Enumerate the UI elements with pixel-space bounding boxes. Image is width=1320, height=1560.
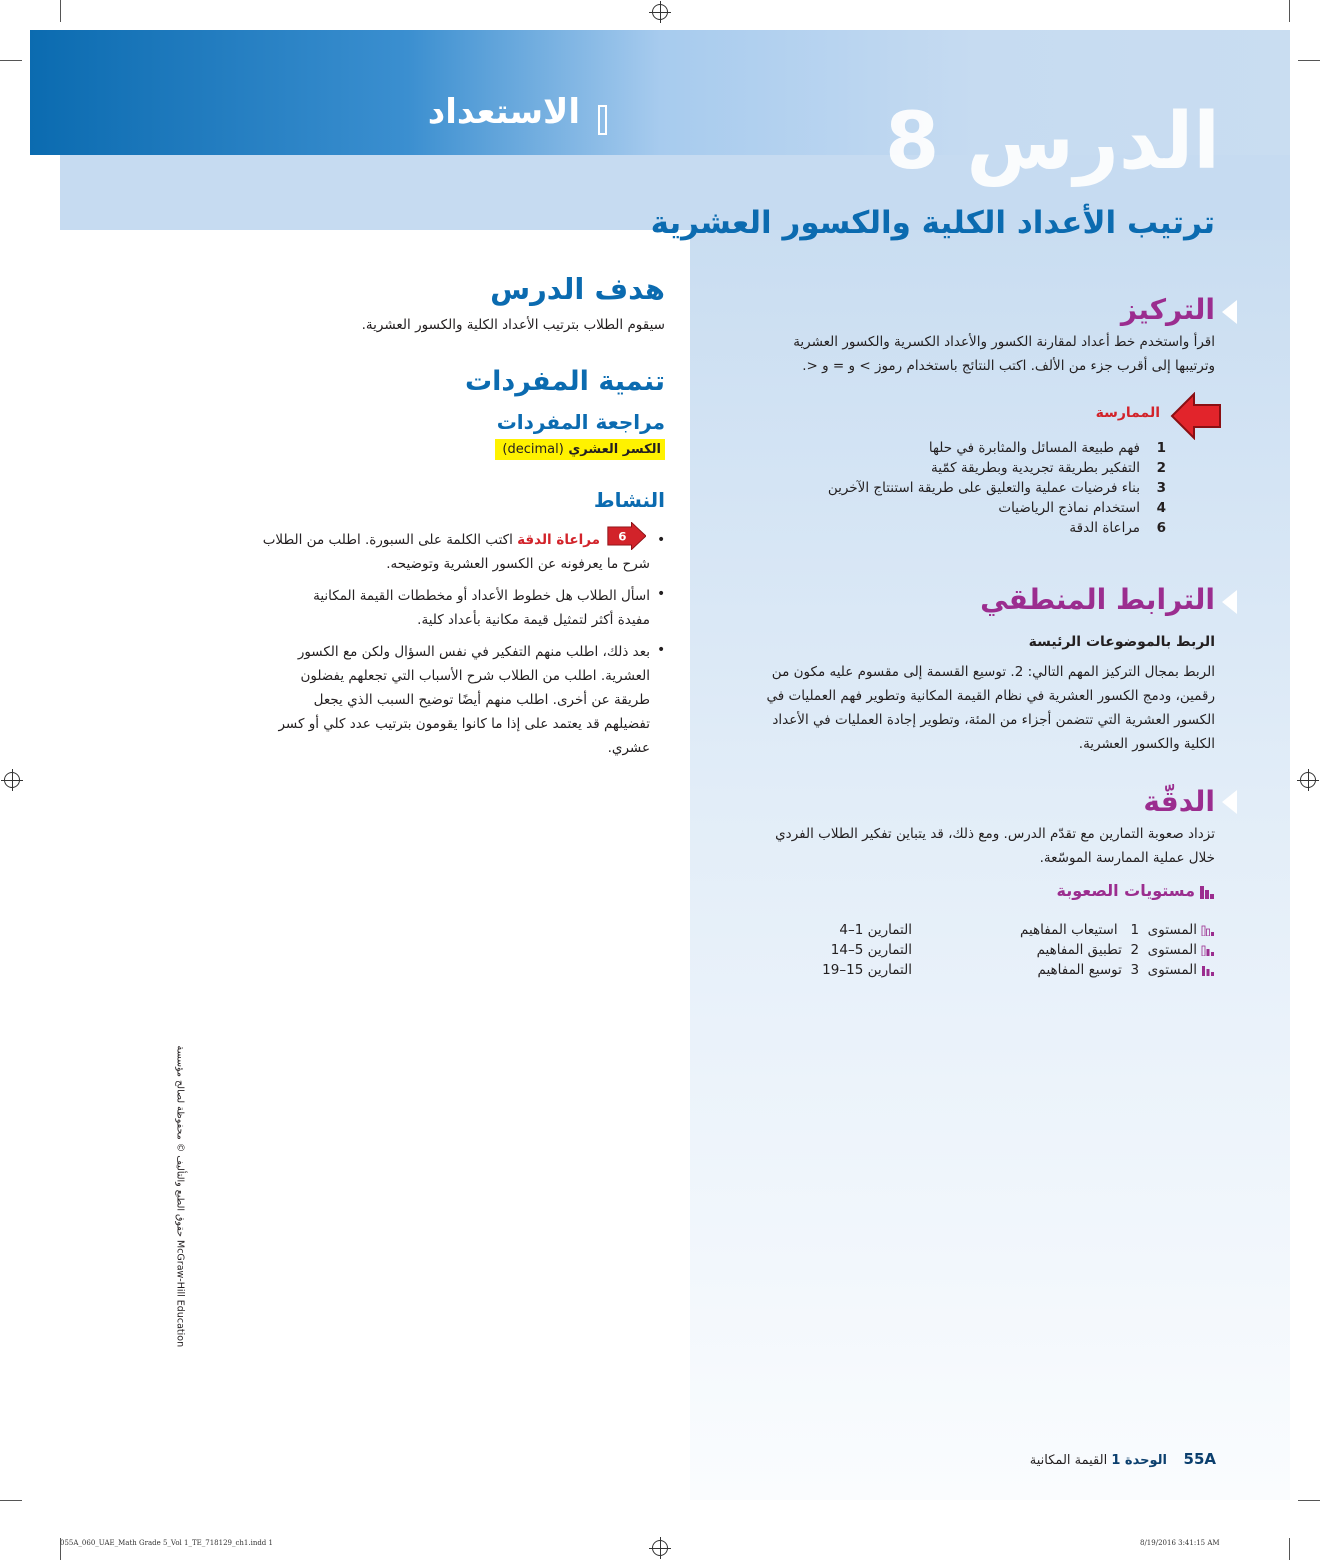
activity-text: طريقة عن أخرى. اطلب منهم أيضًا توضيح السبب الذي يجعل — [313, 692, 650, 708]
title-marker-icon — [598, 105, 607, 135]
copyright-credit: حقوق الطبع والتأليف © محفوظة لصالح مؤسسة McGraw-Hill Education — [174, 1045, 186, 1348]
level-exercises: التمارين 15–19 — [822, 962, 912, 978]
activity-heading: النشاط — [593, 488, 665, 512]
coherence-subheading: الربط بالموضوعات الرئيسة — [1028, 634, 1215, 650]
practice-item — [766, 498, 1166, 518]
practice-item — [766, 438, 1166, 458]
level-number: 2 — [1130, 942, 1140, 958]
practice-text: بناء فرضيات عملية والتعليق على طريقة استنتاج الآخرين — [827, 480, 1140, 496]
coherence-text — [725, 660, 1215, 756]
activity-highlight: مراعاة الدقة — [517, 532, 600, 548]
level-description: تطبيق المفاهيم — [1036, 942, 1122, 958]
print-slug: 055A_060_UAE_Math Grade 5_Vol 1_TE_718129_ch1.indd 1 — [60, 1539, 273, 1547]
practice-item — [766, 478, 1166, 498]
section-triangle-icon — [1222, 790, 1237, 814]
level-row — [960, 960, 1215, 980]
rigor-text — [720, 822, 1215, 870]
practice-number: 2 — [1156, 460, 1166, 476]
level-exercises: التمارين 1–4 — [839, 922, 912, 938]
practice-number: 3 — [1156, 480, 1166, 496]
practice-number: 6 — [1156, 520, 1166, 536]
goal-text: سيقوم الطلاب بترتيب الأعداد الكلية والكسور العشرية. — [361, 317, 665, 333]
practice-item — [766, 458, 1166, 478]
level-number: 3 — [1130, 962, 1140, 978]
levels-heading-text: مستويات الصعوبة — [1056, 881, 1195, 900]
activity-text: العشرية. اطلب من الطلاب شرح الأسباب التي تجعلهم يفضلون — [300, 668, 650, 684]
level-description: توسيع المفاهيم — [1037, 962, 1122, 978]
coherence-line: الكلية والكسور العشرية. — [1078, 736, 1215, 752]
vocab-term — [495, 439, 665, 460]
practice-arrow-icon — [606, 522, 646, 550]
section-triangle-icon — [1222, 590, 1237, 614]
focus-text — [725, 330, 1215, 378]
lesson-title: الدرس 8 — [884, 97, 1220, 187]
activity-text: اسأل الطلاب هل خطوط الأعداد أو مخططات القيمة المكانية — [313, 588, 650, 604]
prep-title: الاستعداد — [427, 92, 580, 132]
rigor-line: تزداد صعوبة التمارين مع تقدّم الدرس. ومع ذلك، قد يتباين تفكير الطلاب الفردي — [775, 826, 1215, 842]
activity-text: اكتب الكلمة على السبورة. اطلب من الطلاب — [262, 532, 513, 548]
coherence-line: الكسور العشرية التي تتضمن أجزاء من المئة، وتطوير إجادة العمليات في الأعداد — [772, 712, 1215, 728]
section-triangle-icon — [1222, 300, 1237, 324]
page-footer — [1000, 1450, 1216, 1468]
practice-text: التفكير بطريقة تجريدية وبطريقة كمّية — [931, 460, 1140, 476]
bullet-icon: • — [657, 586, 666, 602]
practice-text: استخدام نماذج الرياضيات — [998, 500, 1140, 516]
crop-mark — [1289, 0, 1290, 22]
registration-mark-icon — [652, 4, 668, 20]
level-number: 1 — [1130, 922, 1140, 938]
crop-mark — [60, 0, 61, 22]
vocab-term-english: (decimal) — [502, 442, 564, 457]
rigor-heading: الدقّة — [1143, 785, 1215, 818]
vocab-heading: تنمية المفردات — [464, 366, 665, 397]
practice-tag-number: 6 — [618, 529, 627, 544]
activity-text: شرح ما يعرفونه عن الكسور العشرية وتوضيحه. — [386, 556, 650, 572]
crop-mark — [1298, 60, 1320, 61]
level-exercises: التمارين 5–14 — [830, 942, 912, 958]
bullet-icon: • — [657, 532, 666, 548]
goal-heading: هدف الدرس — [490, 272, 665, 306]
level-2-icon — [1201, 945, 1215, 956]
coherence-line: رقمين، ودمج الكسور العشرية في نظام القيمة المكانية وتطوير فهم العمليات في — [766, 688, 1215, 704]
crop-mark — [1289, 1538, 1290, 1560]
coherence-heading: الترابط المنطقي — [980, 583, 1215, 616]
practice-number: 4 — [1156, 500, 1166, 516]
vocab-term-arabic: الكسر العشري — [568, 442, 661, 457]
print-timestamp: 8/19/2016 3:41:15 AM — [1140, 1539, 1220, 1547]
coherence-line: الربط بمجال التركيز المهم التالي: 2. توسيع القسمة إلى مقسوم عليه مكون من — [771, 664, 1215, 680]
focus-heading: التركيز — [1120, 293, 1215, 326]
activity-text: بعد ذلك، اطلب منهم التفكير في نفس السؤال ولكن مع الكسور — [297, 644, 650, 660]
registration-mark-icon — [4, 772, 20, 788]
registration-mark-icon — [1300, 772, 1316, 788]
crop-mark — [0, 1500, 22, 1501]
level-1-icon — [1201, 925, 1215, 936]
level-label: المستوى — [1147, 922, 1197, 938]
activity-text: مفيدة أكثر لتمثيل قيمة مكانية بأعداد كلية. — [417, 612, 650, 628]
crop-mark — [0, 60, 22, 61]
left-column-notch — [664, 268, 690, 320]
level-description: استيعاب المفاهيم — [1019, 922, 1118, 938]
practice-number: 1 — [1156, 440, 1166, 456]
practice-item — [766, 518, 1166, 538]
vocab-subheading: مراجعة المفردات — [496, 410, 665, 434]
page-number: 55A — [1183, 1450, 1216, 1468]
footer-unit: الوحدة 1 — [1111, 1453, 1167, 1468]
practice-text: مراعاة الدقة — [1069, 520, 1140, 536]
level-3-icon — [1201, 965, 1215, 976]
practice-text: فهم طبيعة المسائل والمثابرة في حلها — [928, 440, 1140, 456]
levels-bars-icon — [1199, 885, 1215, 899]
activity-text: تفضيلهم قد يعتمد على إذا ما كانوا يقومون بترتيب عدد كلي أو كسر — [278, 716, 650, 732]
level-label: المستوى — [1147, 942, 1197, 958]
level-label: المستوى — [1147, 962, 1197, 978]
activity-text: عشري. — [607, 740, 650, 756]
practice-label: الممارسة — [1095, 405, 1160, 421]
levels-heading — [920, 881, 1215, 900]
level-row — [960, 920, 1215, 940]
practice-arrow-icon — [1170, 392, 1224, 440]
footer-unit-title: القيمة المكانية — [1029, 1453, 1108, 1468]
bullet-icon: • — [657, 642, 666, 658]
activity-item-line — [190, 528, 600, 552]
rigor-line: خلال عملية الممارسة الموسّعة. — [1039, 850, 1215, 866]
crop-mark — [1298, 1500, 1320, 1501]
lesson-subtitle: ترتيب الأعداد الكلية والكسور العشرية — [650, 205, 1215, 241]
level-row — [960, 940, 1215, 960]
focus-line: وترتيبها إلى أقرب جزء من الألف. اكتب النتائج باستخدام رموز > و = و <. — [802, 358, 1215, 374]
focus-line: اقرأ واستخدم خط أعداد لمقارنة الكسور والأعداد الكسرية والكسور العشرية — [793, 334, 1215, 350]
registration-mark-icon — [652, 1540, 668, 1556]
